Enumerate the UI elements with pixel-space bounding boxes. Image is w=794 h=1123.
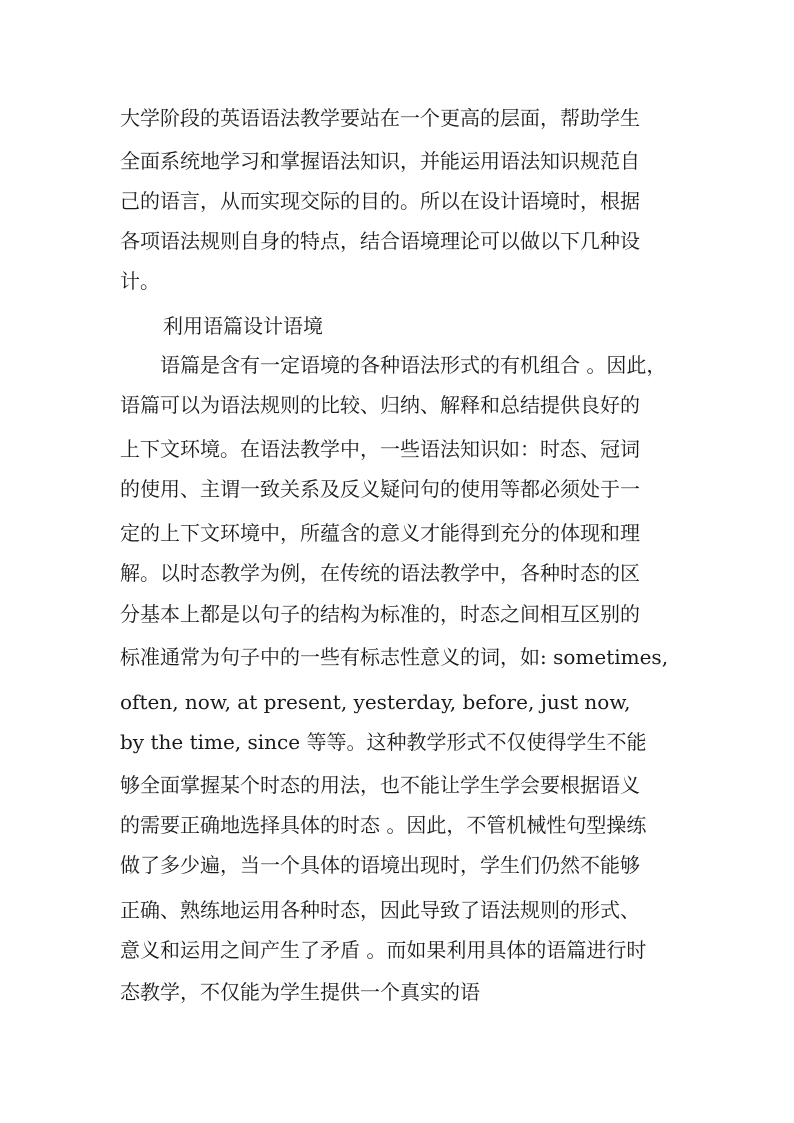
section-heading: 利用语篇设计语境 [163,314,323,338]
text-line: 够全面掌握某个时态的用法，也不能让学生学会要根据语义 [120,773,640,797]
text-line: 的使用、主谓一致关系及反义疑问句的使用等都必须处于一 [120,477,640,501]
text-line: 各项语法规则自身的特点，结合语境理论可以做以下几种设 [120,229,640,253]
text-line: 正确、熟练地运用各种时态，因此导致了语法规则的形式、 [120,898,640,922]
text-line: 计。 [120,269,160,293]
text-line: 的需要正确地选择具体的时态 。因此，不管机械性句型操练 [120,813,647,837]
text-line: 态教学，不仅能为学生提供一个真实的语 [120,980,480,1004]
text-line: 意义和运用之间产生了矛盾 。而如果利用具体的语篇进行时 [120,938,647,962]
text-line: 己的语言，从而实现交际的目的。所以在设计语境时，根据 [120,189,640,213]
text-line: 解。以时态教学为例，在传统的语法教学中，各种时态的区 [120,561,640,585]
text-line: 全面系统地学习和掌握语法知识，并能运用语法知识规范自 [120,149,640,173]
text-line: 标准通常为句子中的一些有标志性意义的词，如: sometimes, [120,645,669,669]
text-line: 语篇可以为语法规则的比较、归纳、解释和总结提供良好的 [120,393,640,417]
text-line: 语篇是含有一定语境的各种语法形式的有机组合 。因此， [160,353,667,377]
text-line: 上下文环境。在语法教学中，一些语法知识如：时态、冠词 [120,437,640,461]
text-line: 大学阶段的英语语法教学要站在一个更高的层面，帮助学生 [120,106,640,130]
text-line: 做了多少遍，当一个具体的语境出现时，学生们仍然不能够 [120,853,640,877]
text-line: 分基本上都是以句子的结构为标准的，时态之间相互区别的 [120,602,640,626]
text-line: by the time, since 等等。这种教学形式不仅使得学生不能 [120,730,647,754]
text-line: often, now, at present, yesterday, before, just now, [120,690,631,714]
text-line: 定的上下文环境中，所蕴含的意义才能得到充分的体现和理 [120,521,640,545]
